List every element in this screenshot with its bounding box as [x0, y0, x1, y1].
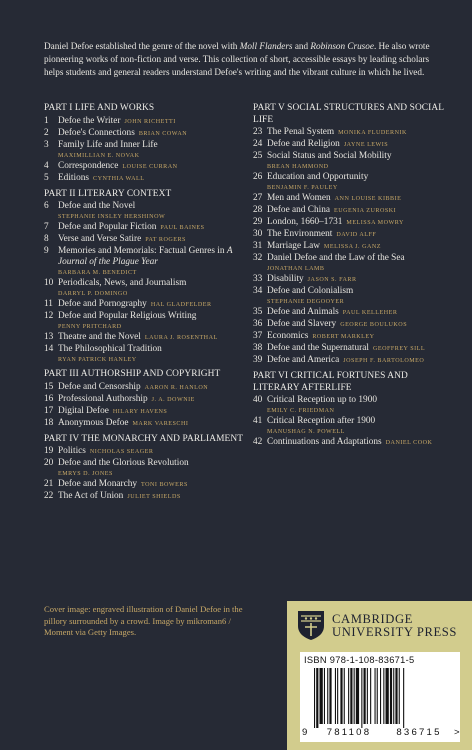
chapter-entry [44, 311, 244, 332]
chapter-author: TONI BOWERS [141, 482, 188, 488]
chapter-number: 5 [44, 172, 49, 183]
chapter-title: Correspondence [58, 160, 119, 171]
chapter-title: Marriage Law [267, 241, 320, 251]
chapter-entry [44, 246, 244, 278]
chapter-title: The Act of Union [58, 491, 124, 501]
chapter-number: 42 [253, 437, 263, 447]
chapter-number: 40 [253, 395, 263, 405]
chapter-number: 34 [253, 286, 263, 296]
chapter-entry [253, 416, 453, 437]
chapter-entry [44, 446, 244, 458]
chapter-entry [44, 140, 244, 161]
chapter-number: 6 [44, 201, 49, 211]
chapter-title: Defoe and Monarchy [58, 479, 137, 489]
chapter-entry [253, 217, 453, 229]
part-heading: PART III AUTHORSHIP AND COPYRIGHT [44, 369, 221, 379]
chapter-author: JAYNE LEWIS [343, 142, 389, 148]
chapter-entry [44, 418, 244, 430]
chapter-author: EMILY C. FRIEDMAN [267, 408, 335, 414]
chapter-entry [44, 479, 244, 491]
chapter-author: EMRYS D. JONES [58, 471, 113, 477]
chapter-number: 30 [253, 229, 263, 239]
chapter-title: Defoe and Animals [267, 307, 339, 317]
chapter-number: 17 [44, 405, 54, 416]
chapter-number: 21 [44, 479, 54, 489]
chapter-title: Defoe and Slavery [267, 319, 337, 329]
chapter-title: Men and Women [267, 193, 331, 203]
chapter-entry [253, 151, 453, 172]
chapter-number: 4 [44, 160, 49, 171]
chapter-author: MARK VARESCHI [132, 420, 189, 427]
chapter-entry [44, 406, 244, 418]
part-heading: PART VI CRITICAL FORTUNES AND LITERARY AFTERLIFE [253, 371, 408, 393]
chapter-title: Education and Opportunity [267, 172, 369, 182]
chapter-title: Digital Defoe [58, 405, 109, 416]
part-heading: PART IV THE MONARCHY AND PARLIAMENT [44, 433, 244, 444]
chapter-entry [44, 278, 244, 299]
chapter-author: J. A. DOWNIE [151, 396, 195, 403]
chapter-entry [44, 394, 244, 406]
chapter-author: BREAN HAMMOND [267, 164, 329, 170]
chapter-title: Defoe and the Supernatural [267, 343, 369, 353]
chapter-title: Professional Authorship [58, 393, 148, 404]
chapter-title: Defoe's Connections [58, 127, 135, 138]
chapter-title: The Environment [267, 229, 333, 239]
chapter-entry [253, 274, 453, 286]
chapter-author: DARRYL P. DOMINGO [58, 291, 128, 297]
chapter-author: JULIET SHIELDS [127, 494, 181, 500]
chapter-number: 8 [44, 234, 49, 244]
chapter-author: HAL GLADFELDER [150, 302, 212, 308]
chapter-title: Defoe and the Glorious Revolution [58, 458, 189, 468]
chapter-author: EUGENIA ZUROSKI [334, 208, 397, 214]
chapter-entry [44, 382, 244, 394]
chapter-author: JONATHAN LAMB [267, 266, 325, 272]
chapter-entry [253, 193, 453, 205]
chapter-title: Periodicals, News, and Journalism [58, 278, 187, 288]
chapter-entry [253, 355, 453, 367]
chapter-title: Continuations and Adaptations [267, 437, 382, 447]
chapter-number: 38 [253, 343, 263, 353]
chapter-author: ROBERT MARKLEY [312, 334, 375, 340]
chapter-title: Defoe and Popular Fiction [58, 222, 157, 232]
chapter-author: PAT ROGERS [145, 237, 186, 243]
chapter-entry [253, 307, 453, 319]
part-heading: PART V SOCIAL STRUCTURES AND SOCIAL LIFE [253, 103, 444, 125]
chapter-author: MELISSA J. GANZ [323, 244, 382, 250]
chapter-number: 3 [44, 139, 49, 150]
chapter-number: 15 [44, 381, 54, 392]
chapter-title: Critical Reception after 1900 [267, 416, 376, 426]
title-robinson-crusoe: Robinson Crusoe [310, 41, 374, 51]
chapter-number: 26 [253, 172, 263, 182]
chapter-number: 11 [44, 299, 53, 309]
chapter-title: Family Life and Inner Life [58, 139, 158, 150]
chapter-author: JOSEPH F. BARTOLOMEO [343, 358, 425, 364]
chapter-title: Anonymous Defoe [58, 417, 129, 428]
chapter-title: Theatre and the Novel [58, 332, 141, 342]
title-moll-flanders: Moll Flanders [239, 41, 293, 51]
chapter-number: 14 [44, 344, 54, 354]
chapter-entry [253, 241, 453, 253]
chapter-author: PENNY PRITCHARD [58, 324, 122, 330]
chapter-author: GEORGE BOULUKOS [340, 322, 408, 328]
chapter-author: MAXIMILLIAN E. NOVAK [58, 152, 140, 159]
chapter-author: JASON S. FARR [307, 277, 357, 283]
chapter-author: NICHOLAS SEAGER [89, 449, 154, 455]
part-heading: PART I LIFE AND WORKS [44, 103, 155, 113]
chapter-number: 16 [44, 393, 54, 404]
chapter-title-italic: A Journal of the Plague Year [58, 246, 233, 267]
chapter-author: BENJAMIN F. PAULEY [267, 185, 338, 191]
chapter-author: MANUSHAG N. POWELL [267, 429, 345, 435]
chapter-title: Defoe the Writer [58, 115, 121, 126]
chapter-number: 33 [253, 274, 263, 284]
barcode-box [300, 652, 460, 742]
chapter-number: 24 [253, 139, 263, 149]
chapter-author: LOUISE CURRAN [122, 163, 178, 170]
chapter-title: The Penal System [267, 127, 335, 137]
chapter-title: Daniel Defoe and the Law of the Sea [267, 253, 405, 263]
chapter-number: 25 [253, 151, 263, 161]
chapter-number: 22 [44, 491, 54, 501]
chapter-title: Social Status and Social Mobility [267, 151, 392, 161]
chapter-entry [253, 331, 453, 343]
chapter-number: 7 [44, 222, 49, 232]
chapter-entry [253, 172, 453, 193]
chapter-title: London, 1660–1731 [267, 217, 343, 227]
chapter-number: 19 [44, 446, 54, 456]
chapter-title: Disability [267, 274, 304, 284]
shield-crest-icon [297, 610, 325, 641]
isbn-number: ISBN 978-1-108-83671-5 [304, 655, 415, 665]
chapter-number: 1 [44, 115, 49, 126]
cover-credit: Cover image: engraved illustration of Daniel Defoe in the pillory surrounded by a crowd. Image by mikroman6 / Moment via Getty Images. [44, 604, 243, 638]
chapter-number: 9 [44, 246, 49, 256]
chapter-entry [44, 128, 244, 140]
chapter-author: RYAN PATRICK HANLEY [58, 357, 137, 363]
chapter-entry [44, 173, 244, 185]
chapter-author: DANIEL COOK [385, 440, 433, 446]
contents-right-column [253, 103, 453, 449]
chapter-entry [44, 299, 244, 311]
chapter-entry [44, 491, 244, 503]
chapter-number: 32 [253, 253, 263, 263]
chapter-author: LAURA J. ROSENTHAL [144, 335, 218, 341]
chapter-entry [44, 161, 244, 173]
book-description: Daniel Defoe established the genre of the novel with Moll Flanders and Robinson Crusoe. He also wrote pioneering works of non-fiction and verse. This collection of short, accessible essays by leading scholars helps students and general readers understand Defoe's writing and the vibrant culture in which he lived. [44, 41, 430, 78]
chapter-entry [253, 253, 453, 274]
chapter-title: Memories and Memorials: Factual Genres in [58, 246, 227, 256]
chapter-entry [253, 127, 453, 139]
chapter-author: STEPHANIE DEGOOYER [267, 299, 345, 305]
chapter-entry [44, 201, 244, 222]
chapter-entry [253, 229, 453, 241]
contents-left-column [44, 103, 244, 503]
chapter-entry [44, 332, 244, 344]
chapter-author: JOHN RICHETTI [124, 118, 176, 125]
chapter-author: AARON R. HANLON [144, 384, 209, 391]
chapter-number: 2 [44, 127, 49, 138]
chapter-author: CYNTHIA WALL [93, 175, 145, 182]
chapter-author: ANN LOUISE KIBBIE [334, 196, 402, 202]
chapter-title: Defoe and China [267, 205, 330, 215]
chapter-number: 13 [44, 332, 54, 342]
chapter-number: 31 [253, 241, 263, 251]
chapter-number: 39 [253, 355, 263, 365]
chapter-number: 35 [253, 307, 263, 317]
chapter-author: BARBARA M. BENEDICT [58, 270, 137, 276]
chapter-author: STEPHANIE INSLEY HERSHINOW [58, 214, 166, 220]
publisher-logo [297, 610, 457, 641]
chapter-author: GEOFFREY SILL [372, 346, 426, 352]
chapter-number: 23 [253, 127, 263, 137]
barcode-digits: 9 781108 836715 > [302, 727, 460, 738]
chapter-entry [44, 234, 244, 246]
chapter-title: Defoe and the Novel [58, 201, 136, 211]
chapter-entry [253, 286, 453, 307]
chapter-author: DAVID ALFF [336, 232, 377, 238]
chapter-entry [44, 116, 244, 128]
publisher-name: CAMBRIDGE UNIVERSITY PRESS [332, 611, 457, 639]
chapter-number: 41 [253, 416, 263, 426]
chapter-title: Critical Reception up to 1900 [267, 395, 377, 405]
chapter-title: Defoe and Popular Religious Writing [58, 311, 197, 321]
chapter-number: 29 [253, 217, 263, 227]
chapter-title: Verse and Verse Satire [58, 234, 142, 244]
chapter-author: PAUL BAINES [160, 225, 205, 231]
chapter-author: HILARY HAVENS [112, 408, 168, 415]
chapter-title: Editions [58, 172, 89, 183]
chapter-title: Defoe and Colonialism [267, 286, 354, 296]
chapter-title: The Philosophical Tradition [58, 344, 162, 354]
chapter-entry [44, 222, 244, 234]
chapter-entry [44, 458, 244, 479]
chapter-number: 36 [253, 319, 263, 329]
chapter-author: MELISSA MOWRY [346, 220, 404, 226]
chapter-entry [44, 344, 244, 365]
chapter-number: 18 [44, 417, 54, 428]
barcode-icon [314, 668, 454, 728]
chapter-author: MONIKA FLUDERNIK [338, 130, 407, 136]
chapter-author: BRIAN COWAN [138, 130, 188, 137]
chapter-entry [253, 319, 453, 331]
chapter-number: 28 [253, 205, 263, 215]
chapter-title: Economics [267, 331, 309, 341]
chapter-number: 27 [253, 193, 263, 203]
chapter-number: 10 [44, 278, 54, 288]
chapter-title: Politics [58, 446, 86, 456]
chapter-entry [253, 437, 453, 449]
publisher-panel [287, 601, 472, 750]
chapter-number: 37 [253, 331, 263, 341]
chapter-number: 12 [44, 311, 54, 321]
chapter-author: PAUL KELLEHER [342, 310, 398, 316]
chapter-entry [253, 139, 453, 151]
chapter-title: Defoe and Censorship [58, 381, 141, 392]
chapter-number: 20 [44, 458, 54, 468]
chapter-entry [253, 395, 453, 416]
chapter-entry [253, 343, 453, 355]
chapter-entry [253, 205, 453, 217]
chapter-title: Defoe and Pornography [58, 299, 147, 309]
chapter-title: Defoe and America [267, 355, 340, 365]
part-heading: PART II LITERARY CONTEXT [44, 188, 172, 199]
chapter-title: Defoe and Religion [267, 139, 340, 149]
